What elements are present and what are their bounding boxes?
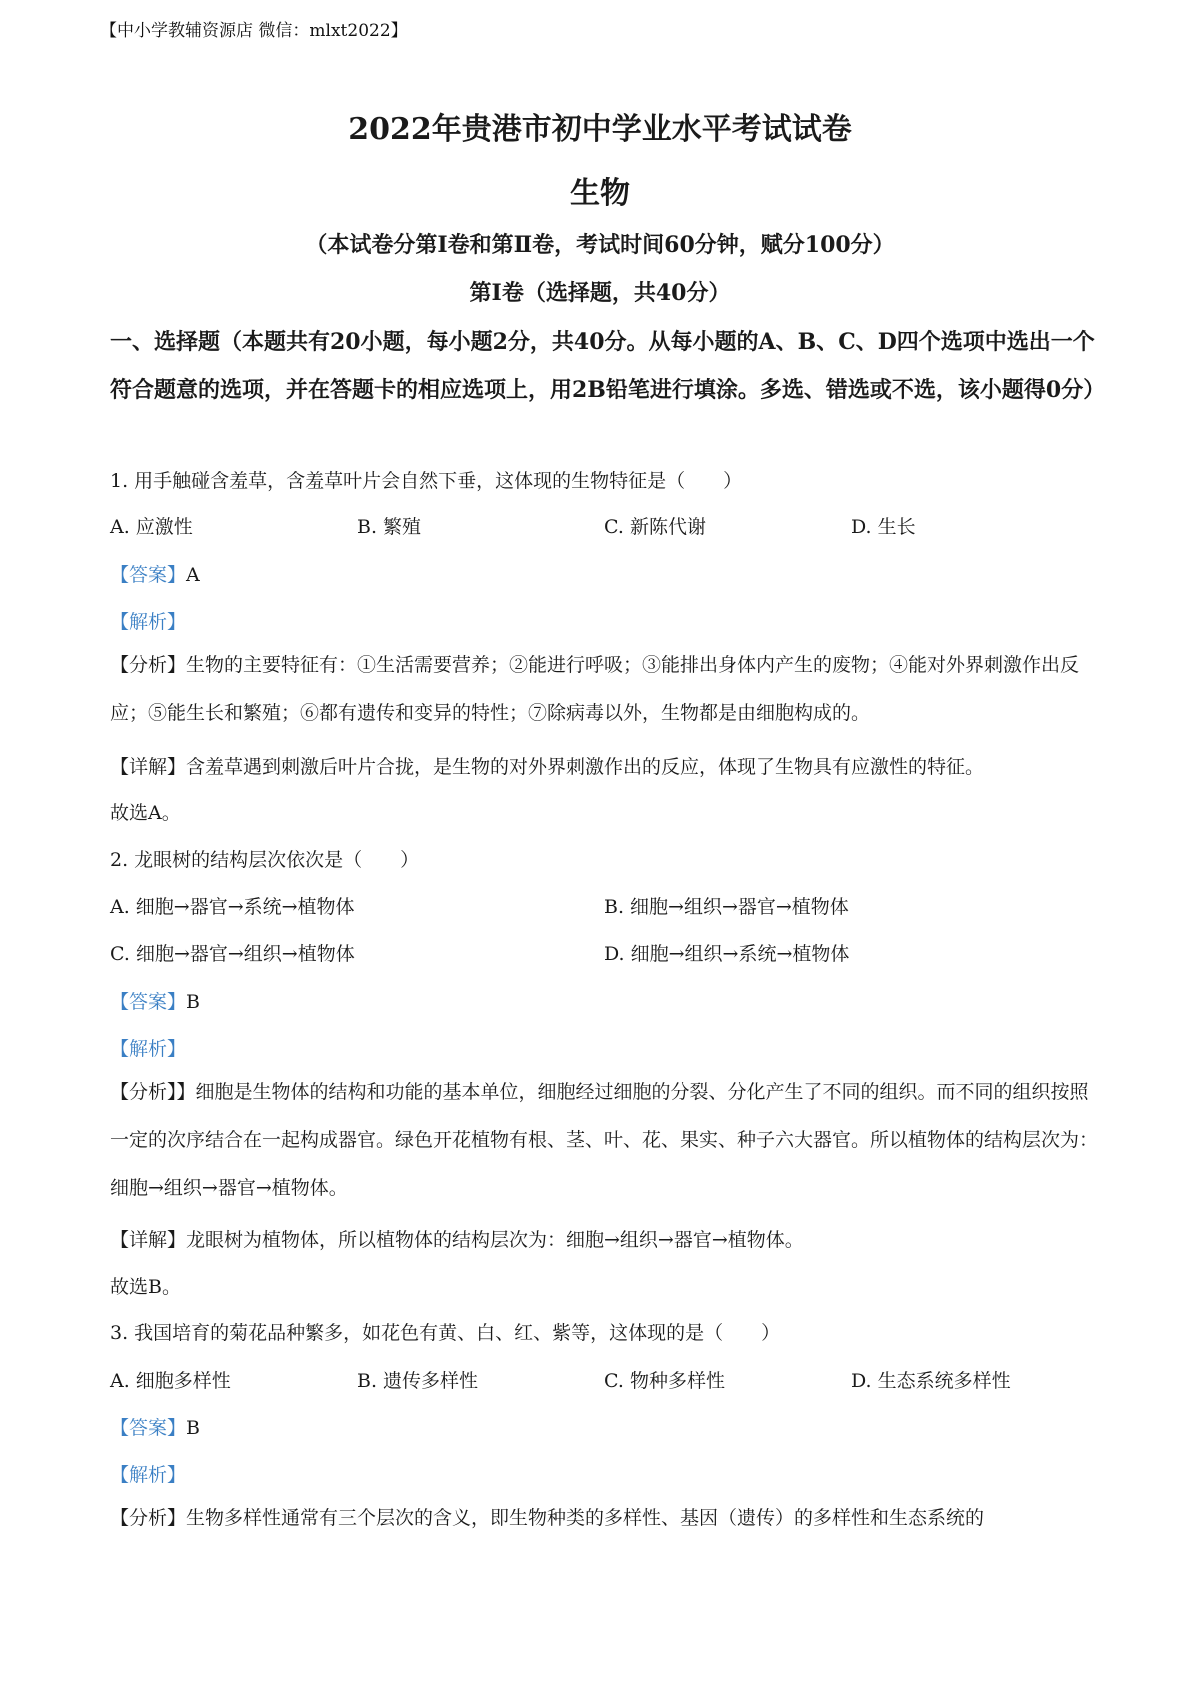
section-heading: 一、选择题（本题共有20小题，每小题2分，共40分。从每小题的A、B、C、D四个选项中选出一个符合题意的选项，并在答题卡的相应选项上，用2B铅笔进行填涂。多选、错选或不选，该小题得0分） — [110, 329, 1106, 403]
exam-title: 2022年贵港市初中学业水平考试试卷 — [348, 112, 852, 147]
answer-label: 【答案】 — [110, 564, 187, 586]
q3-option-c: C. 物种多样性 — [604, 1370, 725, 1392]
q2-detail-text: 龙眼树为植物体，所以植物体的结构层次为：细胞→组织→器官→植物体。 — [186, 1229, 804, 1251]
part-title: 第Ⅰ卷（选择题，共40分） — [469, 280, 731, 306]
q1-detail-text: 含羞草遇到刺激后叶片合拢，是生物的对外界刺激作出的反应，体现了生物具有应激性的特征。 — [186, 756, 985, 778]
q1-detail — [110, 752, 984, 779]
q2-answer: B — [186, 991, 200, 1013]
q2-answer-line — [110, 987, 200, 1014]
xiangjie-label: 【详解】 — [110, 756, 187, 778]
q1-option-b: B. 繁殖 — [357, 516, 422, 538]
question-1-stem: 1. 用手触碰含羞草，含羞草叶片会自然下垂，这体现的生物特征是（ ） — [110, 470, 743, 492]
q2-option-d: D. 细胞→组织→系统→植物体 — [604, 943, 850, 965]
q2-conclusion: 故选B。 — [110, 1276, 181, 1298]
q1-jiexi-line — [110, 607, 186, 634]
q1-analysis-text: 生物的主要特征有：①生活需要营养；②能进行呼吸；③能排出身体内产生的废物；④能对外界刺激作出反应；⑤能生长和繁殖；⑥都有遗传和变异的特性；⑦除病毒以外，生物都是由细胞构成的。 — [110, 654, 1080, 724]
jiexi-label: 【解析】 — [110, 1464, 187, 1486]
jiexi-label: 【解析】 — [110, 1038, 187, 1060]
question-3-stem: 3. 我国培育的菊花品种繁多，如花色有黄、白、红、紫等，这体现的是（ ） — [110, 1322, 781, 1344]
q3-analysis-text: 生物多样性通常有三个层次的含义，即生物种类的多样性、基因（遗传）的多样性和生态系统的 — [186, 1507, 985, 1529]
q1-conclusion: 故选A。 — [110, 802, 181, 824]
q2-option-c: C. 细胞→器官→组织→植物体 — [110, 943, 355, 965]
q2-analysis — [110, 1068, 1100, 1212]
jiexi-label: 【解析】 — [110, 611, 187, 633]
answer-label: 【答案】 — [110, 991, 187, 1013]
q3-answer-line — [110, 1413, 200, 1440]
subject-title: 生物 — [570, 176, 630, 211]
question-2-stem: 2. 龙眼树的结构层次依次是（ ） — [110, 849, 420, 871]
fenxi-label: 【分析】 — [110, 1507, 187, 1529]
q1-option-d: D. 生长 — [851, 516, 916, 538]
q1-answer-line — [110, 560, 200, 587]
fenxi-label: 【分析】】 — [110, 1081, 196, 1103]
q1-option-c: C. 新陈代谢 — [604, 516, 706, 538]
q1-analysis — [110, 641, 1100, 737]
q1-answer: A — [186, 564, 200, 586]
answer-label: 【答案】 — [110, 1417, 187, 1439]
exam-note: （本试卷分第Ⅰ卷和第Ⅱ卷，考试时间60分钟，赋分100分） — [305, 232, 895, 258]
q1-option-a: A. 应激性 — [110, 516, 193, 538]
q3-option-d: D. 生态系统多样性 — [851, 1370, 1011, 1392]
header-note: 【中小学教辅资源店 微信：mlxt2022】 — [100, 21, 408, 41]
q3-analysis — [110, 1494, 1100, 1542]
q2-analysis-text: 细胞是生物体的结构和功能的基本单位，细胞经过细胞的分裂、分化产生了不同的组织。而不同的组织按照一定的次序结合在一起构成器官。绿色开花植物有根、茎、叶、花、果实、种子六大器官。所以植物体的结构层次为：细胞→组织→器官→植物体。 — [110, 1081, 1099, 1199]
q3-option-b: B. 遗传多样性 — [357, 1370, 479, 1392]
q3-jiexi-line — [110, 1460, 186, 1487]
q3-option-a: A. 细胞多样性 — [110, 1370, 231, 1392]
q2-option-a: A. 细胞→器官→系统→植物体 — [110, 896, 355, 918]
q2-option-b: B. 细胞→组织→器官→植物体 — [604, 896, 849, 918]
xiangjie-label: 【详解】 — [110, 1229, 187, 1251]
q2-jiexi-line — [110, 1034, 186, 1061]
fenxi-label: 【分析】 — [110, 654, 187, 676]
q2-detail — [110, 1225, 804, 1252]
q3-answer: B — [186, 1417, 200, 1439]
